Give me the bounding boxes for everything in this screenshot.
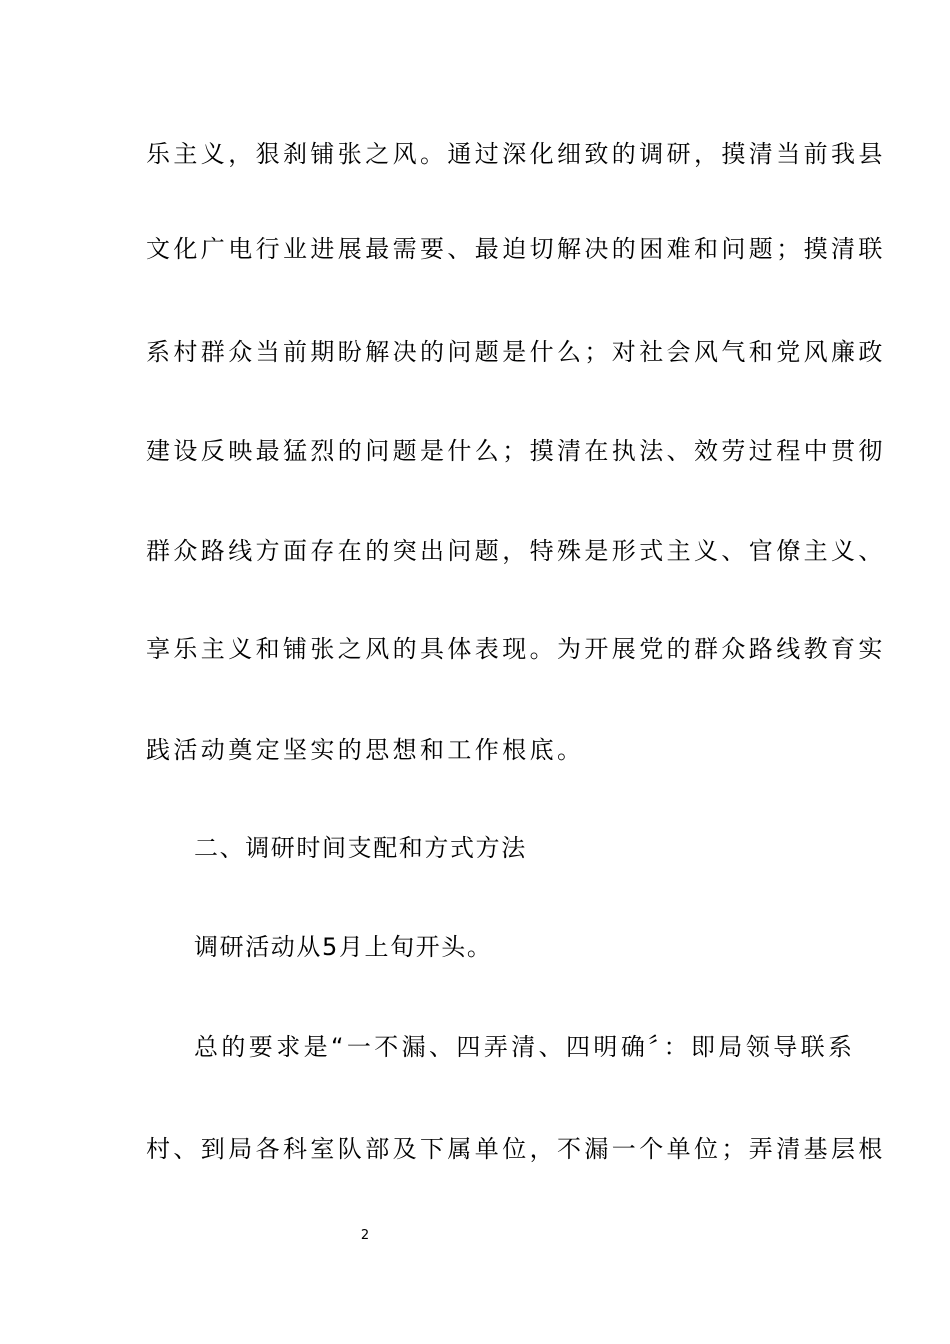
body-text-line: 文化广电行业进展最需要、最迫切解决的困难和问题；摸清联 bbox=[146, 235, 886, 263]
page-number: 2 bbox=[360, 1228, 370, 1243]
body-text-line: 群众路线方面存在的突出问题，特殊是形式主义、官僚主义、 bbox=[146, 537, 886, 565]
body-text-line: 建设反映最猛烈的问题是什么；摸清在执法、效劳过程中贯彻 bbox=[146, 437, 886, 465]
body-text-line: 村、到局各科室队部及下属单位，不漏一个单位；弄清基层根 bbox=[146, 1135, 886, 1163]
body-text-line: 调研活动从5月上旬开头。 bbox=[194, 933, 493, 961]
body-text-line: 系村群众当前期盼解决的问题是什么；对社会风气和党风廉政 bbox=[146, 338, 886, 366]
body-text-line: 践活动奠定坚实的思想和工作根底。 bbox=[146, 736, 585, 764]
section-heading: 二、调研时间支配和方式方法 bbox=[194, 834, 527, 862]
body-text-line: 总的要求是“一不漏、四弄清、四明确〞：即局领导联系 bbox=[194, 1033, 856, 1061]
body-text-line: 乐主义，狠刹铺张之风。通过深化细致的调研，摸清当前我县 bbox=[146, 140, 886, 168]
body-text-line: 享乐主义和铺张之风的具体表现。为开展党的群众路线教育实 bbox=[146, 635, 886, 663]
